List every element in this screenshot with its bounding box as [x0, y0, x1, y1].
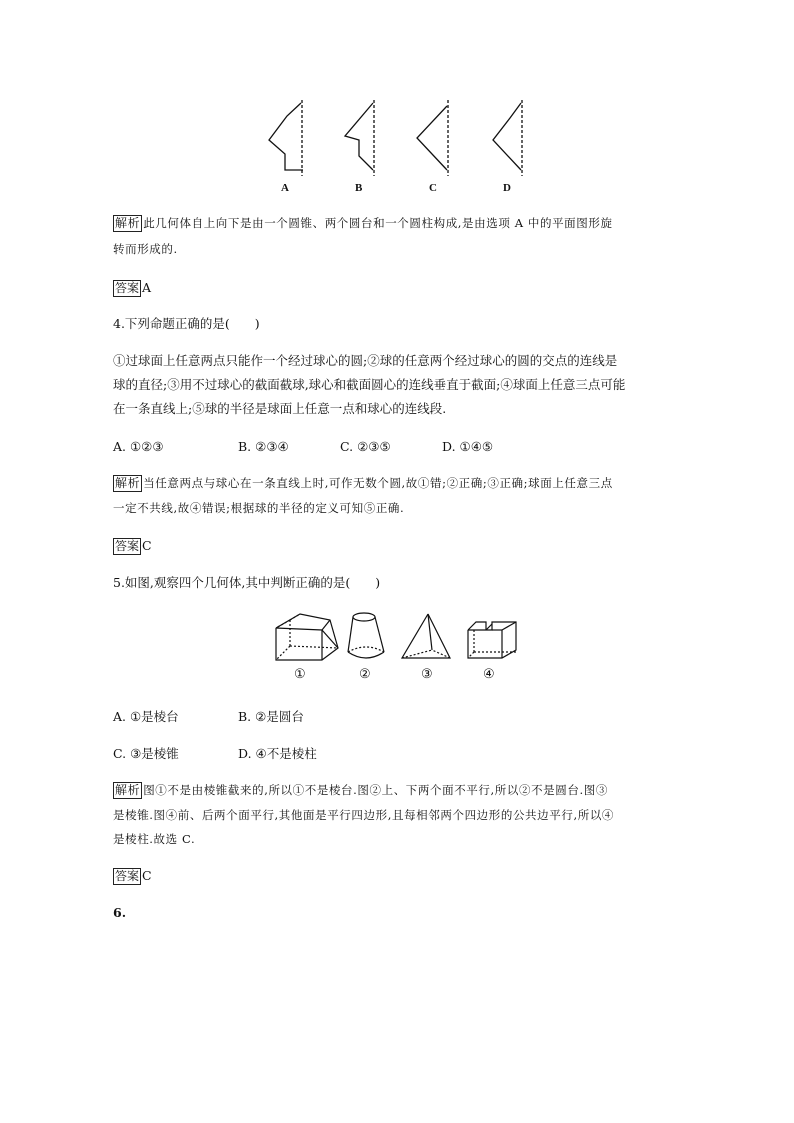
solid-label-2: ②	[359, 667, 371, 682]
q5-option-c: C. ③是棱锥	[113, 746, 179, 761]
q3-answer	[113, 279, 151, 297]
analysis-tag: 解析	[115, 783, 141, 797]
figure-label-b: B	[355, 182, 363, 194]
q5-option-a: A. ①是棱台	[113, 709, 179, 724]
figure-d-shape	[493, 103, 521, 170]
q5-option-b: B. ②是圆台	[238, 709, 304, 724]
q5-analysis-line2: 是棱锥.图④前、后两个面平行,其他面是平行四边形,且每相邻两个四边形的公共边平行,所以④	[113, 808, 615, 822]
solid-2-shape	[348, 613, 384, 658]
analysis-tag: 解析	[115, 216, 141, 230]
figure-c-shape	[417, 106, 447, 170]
answer-tag: 答案	[115, 869, 140, 883]
solid-label-4: ④	[483, 667, 495, 682]
answer-tag: 答案	[115, 539, 140, 553]
q4-option-a: A. ①②③	[113, 439, 164, 454]
solid-1-shape	[276, 614, 338, 660]
q5-answer-value: C	[142, 868, 152, 883]
figure-label-c: C	[429, 182, 437, 194]
q3-analysis-line1: 此几何体自上向下是由一个圆锥、两个圆台和一个圆柱构成,是由选项 A 中的平面图形旋	[143, 216, 613, 230]
q4-option-c: C. ②③⑤	[340, 439, 391, 454]
figure-b-shape	[345, 103, 373, 170]
figure-a-shape	[269, 103, 303, 170]
q4-option-d: D. ①④⑤	[442, 439, 494, 454]
q5-analysis	[113, 781, 608, 799]
q3-analysis-line2: 转而形成的.	[113, 242, 178, 256]
q5-analysis-line3: 是棱柱.故选 C.	[113, 832, 196, 846]
q5-analysis-line1: 图①不是由棱锥截来的,所以①不是棱台.图②上、下两个面不平行,所以②不是圆台.图③	[143, 783, 608, 797]
q4-analysis-line2: 一定不共线,故④错误;根据球的半径的定义可知⑤正确.	[113, 501, 405, 515]
q4-answer	[113, 537, 152, 555]
q5-answer	[113, 867, 152, 885]
figure-label-d: D	[503, 182, 511, 194]
solid-label-1: ①	[294, 667, 306, 682]
solid-label-3: ③	[421, 667, 433, 682]
analysis-tag: 解析	[115, 476, 141, 490]
answer-tag: 答案	[115, 281, 140, 295]
q4-analysis	[113, 474, 613, 492]
q5-stem: 5.如图,观察四个几何体,其中判断正确的是( )	[113, 575, 381, 590]
solid-3-shape	[402, 614, 450, 658]
q4-option-b: B. ②③④	[238, 439, 289, 454]
q3-answer-value: A	[142, 280, 152, 295]
q4-stem: 4.下列命题正确的是( )	[113, 316, 260, 331]
figure-label-a: A	[281, 182, 289, 194]
q4-answer-value: C	[142, 538, 152, 553]
q3-analysis	[113, 214, 613, 232]
q4-analysis-line1: 当任意两点与球心在一条直线上时,可作无数个圆,故①错;②正确;③正确;球面上任意三点	[143, 476, 613, 490]
q4-body-line2: 球的直径;③用不过球心的截面截球,球心和截面圆心的连线垂直于截面;④球面上任意三点可能	[113, 377, 626, 392]
q6-stem: 6.	[113, 905, 127, 920]
q4-body-line1: ①过球面上任意两点只能作一个经过球心的圆;②球的任意两个经过球心的圆的交点的连线是	[113, 353, 618, 368]
solid-4-shape	[468, 622, 516, 658]
q4-body-line3: 在一条直线上;⑤球的半径是球面上任意一点和球心的连线段.	[113, 401, 447, 416]
q5-figure	[272, 612, 522, 664]
q3-figure	[255, 98, 545, 198]
q5-option-d: D. ④不是棱柱	[238, 746, 317, 761]
